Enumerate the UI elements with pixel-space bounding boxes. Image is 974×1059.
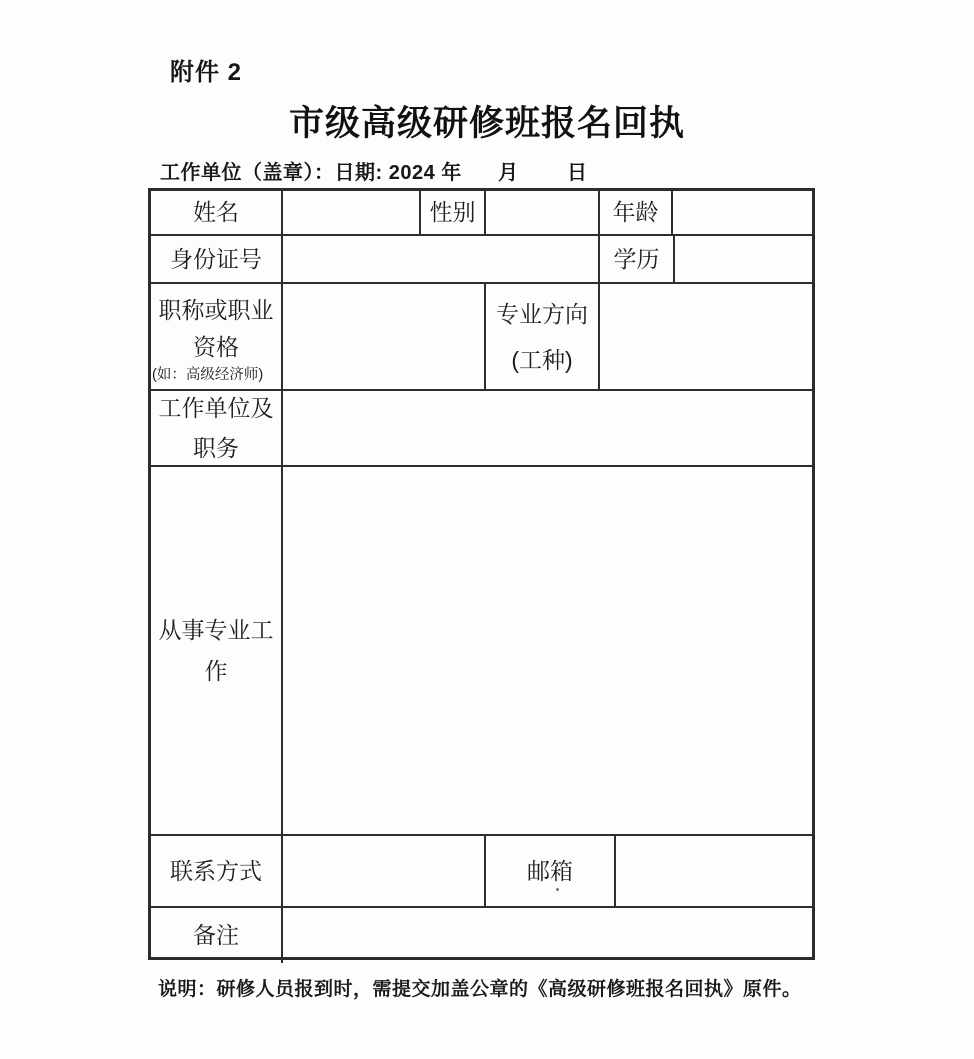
- age-label: 年龄: [600, 191, 673, 234]
- specialty-value-cell: [600, 284, 812, 389]
- id-number-label: 身份证号: [151, 236, 283, 282]
- age-value-cell: [673, 191, 812, 234]
- qualification-label-text: 职称或职业资格: [158, 297, 274, 360]
- gender-label: 性别: [421, 191, 486, 234]
- registration-form-table: [148, 188, 815, 960]
- qualification-label: [151, 284, 283, 389]
- qualification-value-cell: [283, 284, 486, 389]
- name-label: 姓名: [151, 191, 283, 234]
- education-label: 学历: [600, 236, 675, 282]
- professional-work-label: 从事专业工作: [151, 467, 283, 834]
- specialty-label-line2: (工种): [511, 346, 573, 373]
- specialty-label-line1: 专业方向: [496, 300, 588, 327]
- page-title: 市级高级研修班报名回执: [288, 104, 685, 143]
- contact-label: 联系方式: [151, 836, 283, 906]
- table-row-contact-email: [151, 836, 812, 908]
- workunit-position-label: 工作单位及职务: [151, 391, 283, 465]
- remarks-value-cell: [283, 908, 812, 963]
- remarks-label: 备注: [151, 908, 283, 963]
- name-value-cell: [283, 191, 421, 234]
- specialty-direction-label: [486, 284, 600, 389]
- professional-work-value-cell: [283, 467, 812, 834]
- table-row-qualification-specialty: [151, 284, 812, 391]
- id-number-value-cell: [283, 236, 600, 282]
- scan-speck-artifact: [556, 888, 559, 891]
- table-row-professional-work: [151, 467, 812, 836]
- table-row-id-education: [151, 236, 812, 284]
- unit-and-date-line: 工作单位（盖章）：日期: 2024 年 月 日: [160, 162, 588, 184]
- workunit-value-cell: [283, 391, 812, 465]
- contact-value-cell: [283, 836, 486, 906]
- table-row-remarks: [151, 908, 812, 963]
- education-value-cell: [675, 236, 812, 282]
- email-value-cell: [616, 836, 812, 906]
- footer-note: 说明：研修人员报到时，需提交加盖公章的《高级研修班报名回执》原件。: [158, 979, 802, 1000]
- gender-value-cell: [486, 191, 600, 234]
- table-row-name-gender-age: [151, 191, 812, 236]
- table-row-workunit: [151, 391, 812, 467]
- attachment-label: 附件 2: [170, 59, 243, 86]
- qualification-example-hint: (如：高级经济师): [152, 367, 264, 384]
- email-label: 邮箱: [486, 836, 616, 906]
